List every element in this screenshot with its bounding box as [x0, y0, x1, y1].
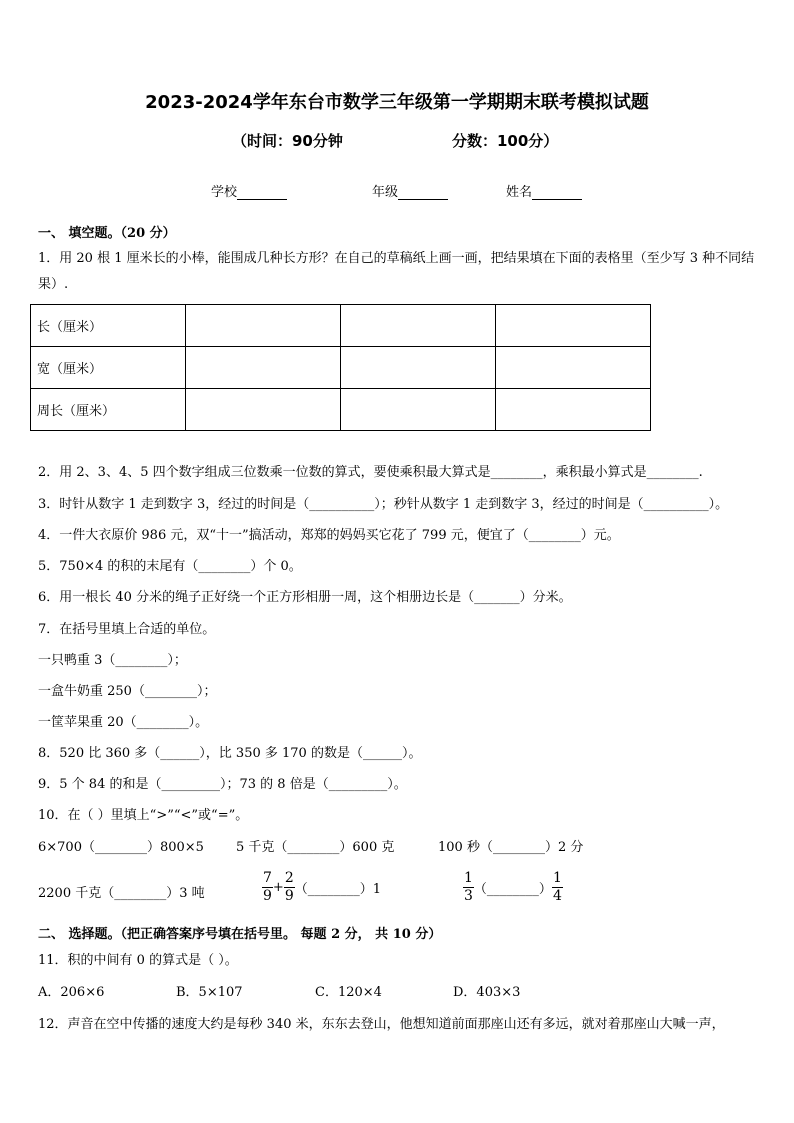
- compare-6: $\frac{1}{3}$ （________） $\frac{1}{4}$: [464, 870, 562, 904]
- table-cell[interactable]: [496, 347, 651, 389]
- question-8: 8．520 比 360 多（______），比 350 多 170 的数是（______）。: [38, 746, 422, 761]
- fraction: $\frac{1}{4}$: [552, 870, 562, 904]
- question-12: 12．声音在空中传播的速度大约是每秒 340 米，东东去登山，他想知道前面那座山还有多远，就对着那座山大喊一声，: [38, 1017, 725, 1032]
- exam-time: （时间：90分钟: [232, 132, 343, 150]
- compare-5: $\frac{7}{9}$ + $\frac{2}{9}$ （________）1: [263, 870, 382, 904]
- question-7: 7．在括号里填上合适的单位。: [38, 622, 216, 637]
- question-10: 10．在（ ）里填上“>”“<”或“=”。: [38, 808, 249, 823]
- table-row: [31, 389, 651, 431]
- fraction: $\frac{2}{9}$: [284, 870, 294, 904]
- exam-score: 分数：100分）: [452, 132, 559, 150]
- compare-3: 100 秒（________）2 分: [438, 840, 584, 855]
- table-cell[interactable]: [341, 305, 496, 347]
- question-5: 5．750×4 的积的末尾有（________）个 0。: [38, 559, 302, 574]
- school-blank[interactable]: [237, 185, 287, 200]
- table-cell[interactable]: [341, 347, 496, 389]
- section-2-heading: 二、 选择题。（把正确答案序号填在括号里。 每题 2 分， 共 10 分）: [38, 927, 442, 942]
- question-7a: 一只鸭重 3（________）；: [38, 653, 187, 668]
- question-1: 1．用 20 根 1 厘米长的小棒，能围成几种长方形？在自己的草稿纸上画一画，把结果填在下面的表格里（至少写 3 种不同结果）.: [38, 251, 755, 292]
- school-label: 学校: [211, 185, 238, 200]
- compare-4: 2200 千克（________）3 吨: [38, 886, 205, 901]
- option-a[interactable]: A．206×6: [38, 985, 105, 1000]
- table-cell[interactable]: [496, 305, 651, 347]
- fraction: $\frac{7}{9}$: [263, 870, 272, 904]
- question-7c: 一筐苹果重 20（________）。: [38, 715, 209, 730]
- row-label-perimeter: 周长（厘米）: [31, 389, 186, 431]
- section-1-heading: 一、 填空题。（20 分）: [38, 226, 176, 241]
- name-blank[interactable]: [532, 185, 582, 200]
- grade-label: 年级: [372, 185, 399, 200]
- compare-1: 6×700（________）800×5: [38, 840, 204, 855]
- question-7b: 一盒牛奶重 250（________）；: [38, 684, 217, 699]
- table-cell[interactable]: [186, 347, 341, 389]
- question-4: 4．一件大衣原价 986 元，双“十一”搞活动，郑郑的妈妈买它花了 799 元，便宜了（________）元。: [38, 528, 620, 543]
- question-9: 9．5 个 84 的和是（_________）；73 的 8 倍是（_________）。: [38, 777, 407, 792]
- grade-blank[interactable]: [398, 185, 448, 200]
- question-11: 11．积的中间有 0 的算式是（ ）。: [38, 953, 238, 968]
- table-row: [31, 305, 651, 347]
- option-c[interactable]: C．120×4: [315, 985, 382, 1000]
- option-b[interactable]: B．5×107: [176, 985, 243, 1000]
- question-6: 6．用一根长 40 分米的绳子正好绕一个正方形相册一周，这个相册边长是（_______）分米。: [38, 590, 572, 605]
- question-2: 2．用 2、3、4、5 四个数字组成三位数乘一位数的算式，要使乘积最大算式是________，乘积最小算式是________.: [38, 465, 703, 480]
- compare-2: 5 千克（________）600 克: [236, 840, 395, 855]
- name-label: 姓名: [506, 185, 533, 200]
- table-row: [31, 347, 651, 389]
- school-field: [211, 181, 287, 200]
- row-label-length: 长（厘米）: [31, 305, 186, 347]
- row-label-width: 宽（厘米）: [31, 347, 186, 389]
- fraction: $\frac{1}{3}$: [464, 870, 473, 904]
- exam-title: 2023-2024学年东台市数学三年级第一学期期末联考模拟试题: [145, 92, 649, 113]
- answer-table: [30, 304, 651, 431]
- table-cell[interactable]: [341, 389, 496, 431]
- table-cell[interactable]: [186, 305, 341, 347]
- question-3: 3．时针从数字 1 走到数字 3，经过的时间是（__________）；秒针从数字 1 走到数字 3，经过的时间是（__________）。: [38, 497, 729, 512]
- table-cell[interactable]: [186, 389, 341, 431]
- table-cell[interactable]: [496, 389, 651, 431]
- option-d[interactable]: D．403×3: [453, 985, 521, 1000]
- name-field: [506, 181, 582, 200]
- grade-field: [372, 181, 448, 200]
